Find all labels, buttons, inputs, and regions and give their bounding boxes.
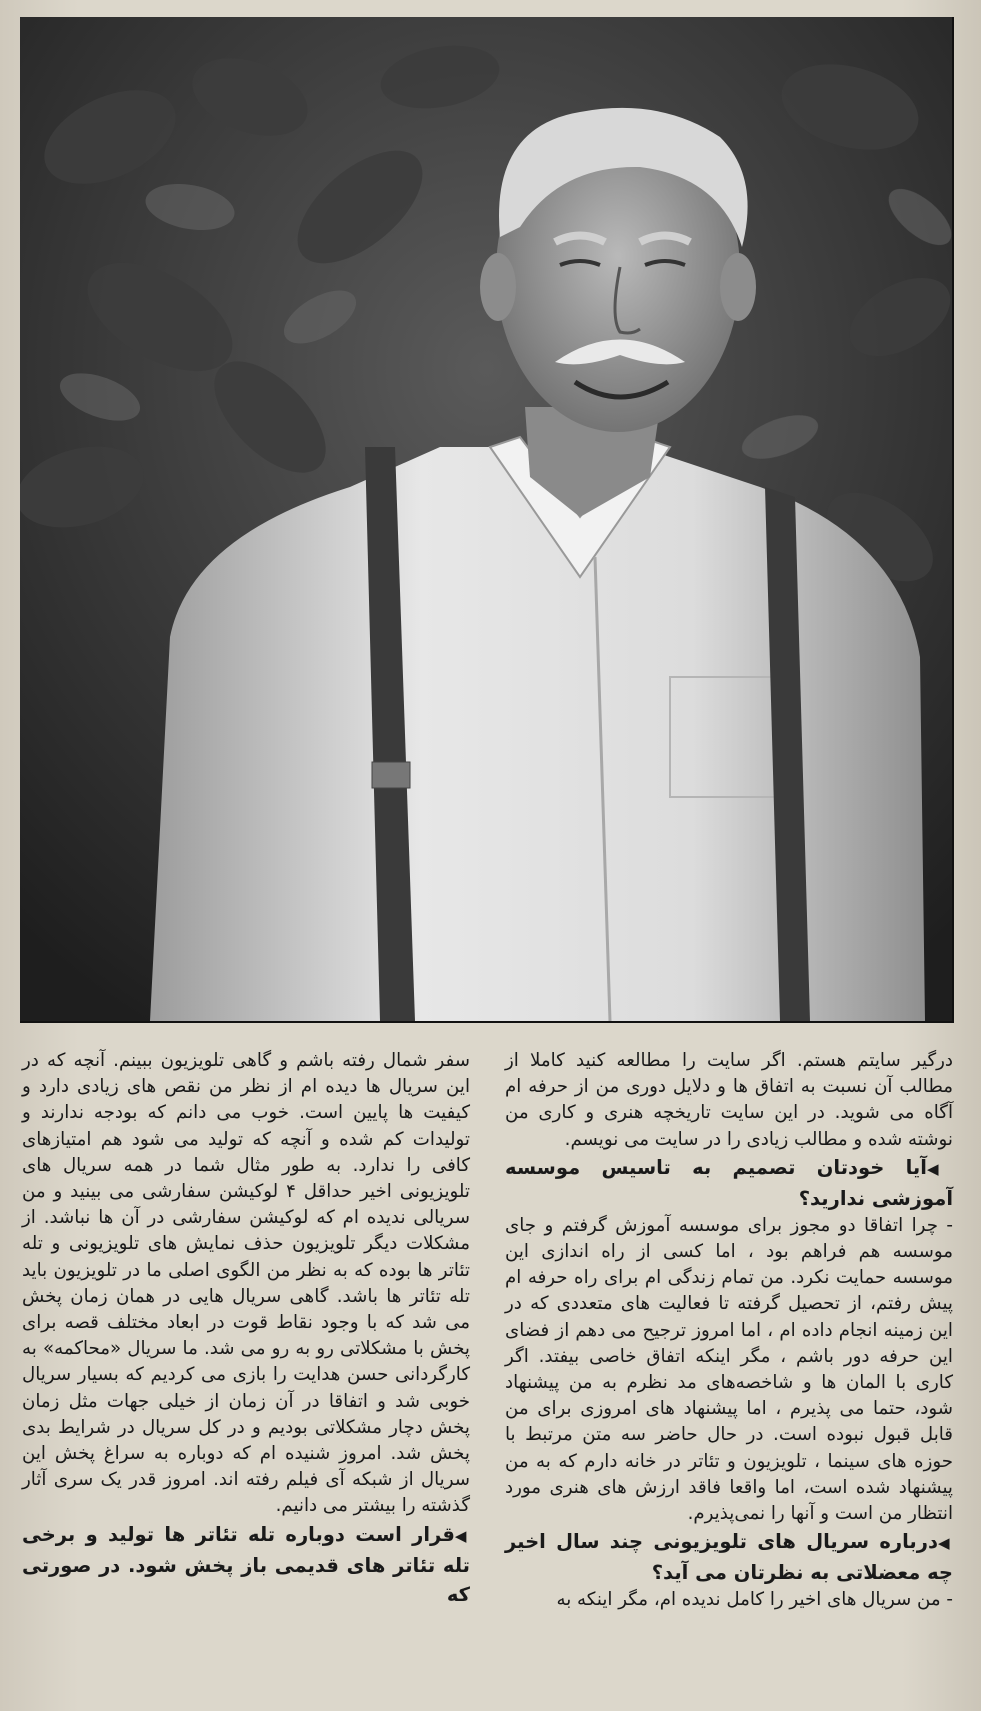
interview-question (505, 1527, 953, 1587)
interview-answer: - من سریال های اخیر را کامل ندیده ام، مگر اینکه به (556, 1589, 953, 1611)
interview-answer: - چرا اتفاقا دو مجوز برای موسسه آموزش گرفتم و جای موسسه هم فراهم بود ، اما کسی از راه اندازی این موسسه حمایت نکرد. من تمام زندگی ام برای راه حرفه ام پیش رفتم، از تحصیل گرفته تا فعالیت های متعددی که در این زمینه انجام داده ام ، اما امروز ترجیح می دهم از فضای این حرفه دور باشم ، مگر اینکه اتفاق خاصی بیفتد. اگر کاری با المان ها و شاخصه‌های مد نظرم به من پیشنهاد شود، حتما می پذیرم ، اما پیشنهاد های امروزی برای من قابل قبول نبوده است. در حال حاضر سه متن مرتبط با حوزه های سینما ، تلویزیون و تئاتر در خانه دارم که به من پیشنهاد شده است، اما واقعا فاقد ارزش های هنری مورد انتظار من است و آنها را نمی‌پذیرم. (505, 1214, 953, 1525)
triangle-bullet-icon: ◀ (926, 1159, 953, 1178)
portrait-illustration (20, 17, 952, 1021)
right-column (505, 1048, 953, 1613)
portrait-photo (20, 17, 954, 1023)
question-text: قرار است دوباره تله تئاتر ها تولید و برخی تله تئاتر های قدیمی باز پخش شود. در صورتی که (22, 1522, 470, 1606)
left-column (22, 1048, 470, 1609)
interview-question (505, 1153, 953, 1213)
question-text: آیا خودتان تصمیم به تاسیس موسسه آموزشی ندارید؟ (505, 1155, 953, 1210)
paragraph: سفر شمال رفته باشم و گاهی تلویزیون ببینم. آنچه که در این سریال ها دیده ام از نظر من نقص های زیادی دارد و کیفیت ها پایین است. خوب می دانم که بودجه ندارند و تولیدات کم شده و آنچه که تولید می شود هم امتیازهای کافی را ندارد. به طور مثال شما در همه سریال های تلویزیونی اخیر حداقل ۴ لوکیشن سفارشی می بینید و من سریالی ندیده ام که لوکیشن سفارشی در آن ها نباشد. از مشکلات دیگر تلویزیون حذف نمایش های تلویزیونی و تله تئاتر ها بوده که به نظر من الگوی اصلی ما در تلویزیون باید تله تئاتر ها باشد. گاهی سریال هایی در همان زمان پخش می شد که با وجود نقاط قوت در ابعاد مختلف قصه برای پخش با مشکلاتی رو به رو می شد. ما سریال «محاکمه» به کارگردانی حسن هدایت را بازی می کردیم که بسیار سریال خوبی شد و اتفاقا در آن زمان از خیلی جهات مثل زمان پخش دچار مشکلاتی بودیم و در کل سریال در شرایط بدی پخش شد. امروز شنیده ام که دوباره به سراغ پخش این سریال از شبکه آی فیلم رفته اند. امروز قدر یک سری آثار گذشته را بیشتر می دانیم. (22, 1050, 470, 1517)
triangle-bullet-icon: ◀ (454, 1526, 470, 1545)
triangle-bullet-icon: ◀ (937, 1534, 953, 1553)
interview-question (22, 1520, 470, 1609)
paragraph: درگیر سایتم هستم. اگر سایت را مطالعه کنید کاملا از مطالب آن نسبت به اتفاق ها و دلایل دوری من از حرفه ام آگاه می شوید. در این سایت تاریخچه هنری و کاری من نوشته شده و مطالب زیادی را در سایت می نویسم. (505, 1050, 953, 1150)
question-text: درباره سریال های تلویزیونی چند سال اخیر چه معضلاتی به نظرتان می آید؟ (505, 1530, 953, 1585)
